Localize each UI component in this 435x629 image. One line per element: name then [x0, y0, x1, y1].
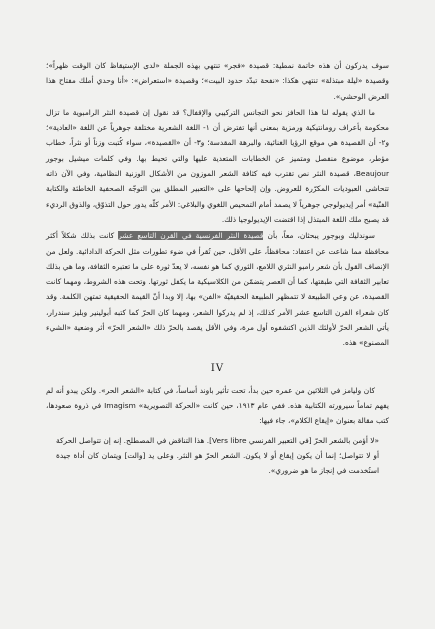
paragraph-4: كان وليامز في الثلاثين من عمره حين بدأ، تحت تأثير باوند أساساً، في كتابة «الشعر الحر». ولكن يبدو أنه لم يفهم تماماً سيرورته الكتابية هذه. ففي عام ١٩١٣، حين كانت «الحركة التصويرية» Imagism في ذروة صعودها، كتب مقالة بعنوان «إيقاع الكلام»، جاء فيها:: [46, 385, 389, 426]
highlighted-text[interactable]: قصيدة النثر الفرنسية في القرن التاسع عشر: [118, 231, 264, 241]
paragraph-3-start: سوندليك وبوجور يبحثان، معاً، بأن: [263, 231, 375, 241]
paragraph-3-rest: كانت بذلك شكلاً أكثر محافظة مما شاعت عن اعتقاد: محافظاً، على الأقل، حين تُقرأ في ضوء تطورات مثل الحركة الدادائية. ولعل من الإنصاف القول بأن شعر رامبو النثري اللامع، الثوري كما هو نفسه، لا يعدّ ثورة على ما تعتبره الثقافة، وما هي بذلك تعابير الثقافة التي طبقتها، كما أن العصر يتضمّن من الكلاسيكية ما يكفل ثورتها. وتحت هذه الشروط، ومهما كانت القصيدة، عن وعي الطبيعة لا تتمظهر الطبيعة الحقيقيّة «الفن» بها، إلا وبدا أنّ القيمة الحقيقية تمتهن الكلمة. وقد كان شعراء القرن التاسع عشر الأمر كذلك، إذ لم يدركوا الشعر، ومهما كان الحرّ كما كتبه أبولينير وبليز سندرار، يأتي الشعر الحرّ لأولئك الذين اكتشفوه أول مرة، وفي الأقل يقصد بالحرّ ذلك «الشعر الحرّ» أثر وضعية «الشيء المصنوع» هذه.: [46, 231, 389, 348]
paragraph-2: ما الذي يقوله لنا هذا الحافز نحو التجانس التركيبي والإقفال؟ قد نقول إن قصيدة النثر الرامبوية ما تزال محكومة بأعراف رومانتيكية ورمزية بمعنى أنها تفترض أن ١- اللغة الشعرية مختلفة جوهرياً عن اللغة «العادية»؛ و٢- أن القصيدة هي موقع الرؤيا الغنائية، والبرهة المقدسة؛ و٣- أن «القصيدة»، سواء كُتبت وزناً أو نثراً، خطاب مؤطر، موضوع منفصل ومتميز عن الخطابات المتعدية عليها والتي تحيط بها. وفي كلمات ميشيل بوجور Beaujour، قصيدة النثر نص تقترب فيه كثافة الشعر الموزون من الأشكال الوزنية النظامية، وفي الآن ذاته تتحاشى العبوديات المكرّرة للعروض. وإن إلحاحها على «التعبير المطلق بين التوجّه الصحفية الخاطئة والكتابة الفنّية» أمر إيديولوجي جوهرياً لا يصمد أمام التمحيص اللغوي والبلاغي: الأمر كلّه يدور حول التذوّق، والذوق الرديء قد يصبح ملك اللغة المبتذل إذا اقتضت الإيديولوجيا ذلك.: [46, 107, 390, 224]
paragraph-3: [46, 228, 389, 350]
section-heading: IV: [210, 362, 225, 374]
paragraph-1: سوف يدركون أن هذه خاتمة نمطية: قصيدة «فجر» تنتهي بهذه الجملة «لدى الإستيقاظ كان الوقت ظهراً»؛ وقصيدة «ليلة مبتذلة» تنتهي هكذا: «نفحة تبدّد حدود البيت»؛ وقصيدة «استعراض»: «أنا وحدي أملك مفتاح هذا العرض الوحشي».: [46, 61, 389, 101]
block-quote: «لا أؤمن بالشعر الحرّ [في التعبير الفرنسي Vers libre]. هذا التناقض في المصطلح. إنه إن تتواصل الحركة أو لا تتواصل؛ إنما أن يكون إيقاع أو لا يكون. الشعر الحرّ هو النثر. وعلى يد [والت] ويتمان كان أداة جيدة استُخدمت في إنجاز ما هو ضروري».: [56, 435, 379, 476]
